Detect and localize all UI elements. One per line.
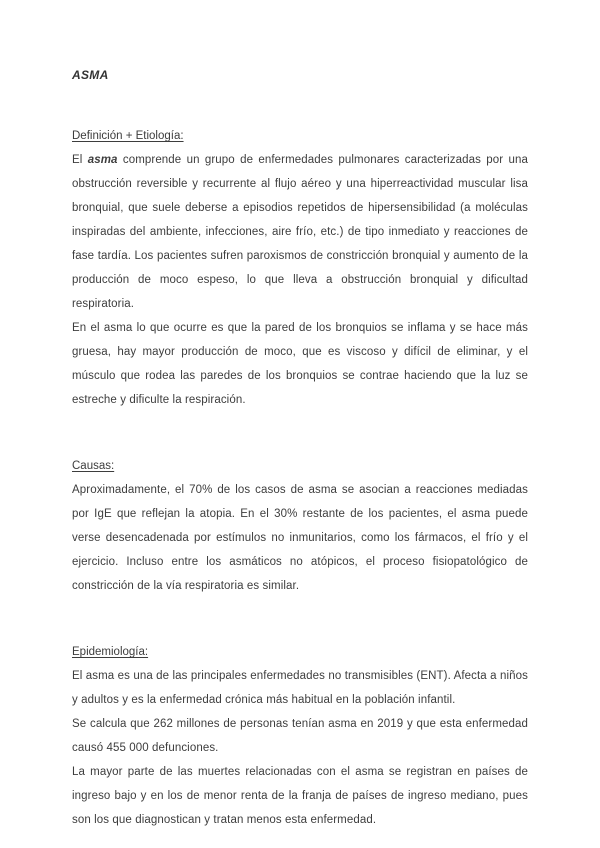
section-heading-definicion-etiologia: Definición + Etiología: bbox=[72, 130, 184, 142]
section-heading-epidemiologia: Epidemiología: bbox=[72, 646, 149, 658]
bold-term-asma: asma bbox=[87, 154, 118, 166]
paragraph-text: comprende un grupo de enfermedades pulmonares caracterizadas por una obstrucción reversible y recurrente al flujo aéreo y una hiperreactividad muscular lisa bronquial, que suele deberse a episodios repetidos de hipersensibilidad (a moléculas inspiradas del ambiente, infecciones, aire frío, etc.) de tipo inmediato y reacciones de fase tardía. Los pacientes sufren paroxismos de constricción bronquial y aumento de la producción de moco espeso, lo que lleva a obstrucción bronquial y dificultad respiratoria. bbox=[72, 154, 528, 310]
section-definicion-etiologia bbox=[72, 124, 528, 412]
section-heading-causas: Causas: bbox=[72, 460, 115, 472]
paragraph-definicion-2: En el asma lo que ocurre es que la pared de los bronquios se inflama y se hace más gruesa, hay mayor producción de moco, que es viscoso y difícil de eliminar, y el músculo que rodea las paredes de los bronquios se contrae haciendo que la luz se estreche y dificulte la respiración. bbox=[72, 322, 528, 406]
section-causas bbox=[72, 454, 528, 598]
paragraph-causas-1: Aproximadamente, el 70% de los casos de asma se asocian a reacciones mediadas por IgE que reflejan la atopia. En el 30% restante de los pacientes, el asma puede verse desencadenada por estímulos no inmunitarios, como los fármacos, el frío y el ejercicio. Incluso entre los asmáticos no atópicos, el proceso fisiopatológico de constricción de la vía respiratoria es similar. bbox=[72, 484, 528, 592]
paragraph-definicion-1 bbox=[72, 148, 528, 316]
paragraph-epidemiologia-2: Se calcula que 262 millones de personas tenían asma en 2019 y que esta enfermedad causó 455 000 defunciones. bbox=[72, 718, 528, 754]
paragraph-epidemiologia-1: El asma es una de las principales enfermedades no transmisibles (ENT). Afecta a niños y adultos y es la enfermedad crónica más habitual en la población infantil. bbox=[72, 670, 528, 706]
paragraph-epidemiologia-3: La mayor parte de las muertes relacionadas con el asma se registran en países de ingreso bajo y en los de menor renta de la franja de países de ingreso mediano, pues son los que diagnostican y tratan menos esta enfermedad. bbox=[72, 766, 528, 826]
paragraph-text: El bbox=[72, 154, 88, 166]
document-title: ASMA bbox=[72, 68, 109, 82]
section-epidemiologia bbox=[72, 640, 528, 832]
